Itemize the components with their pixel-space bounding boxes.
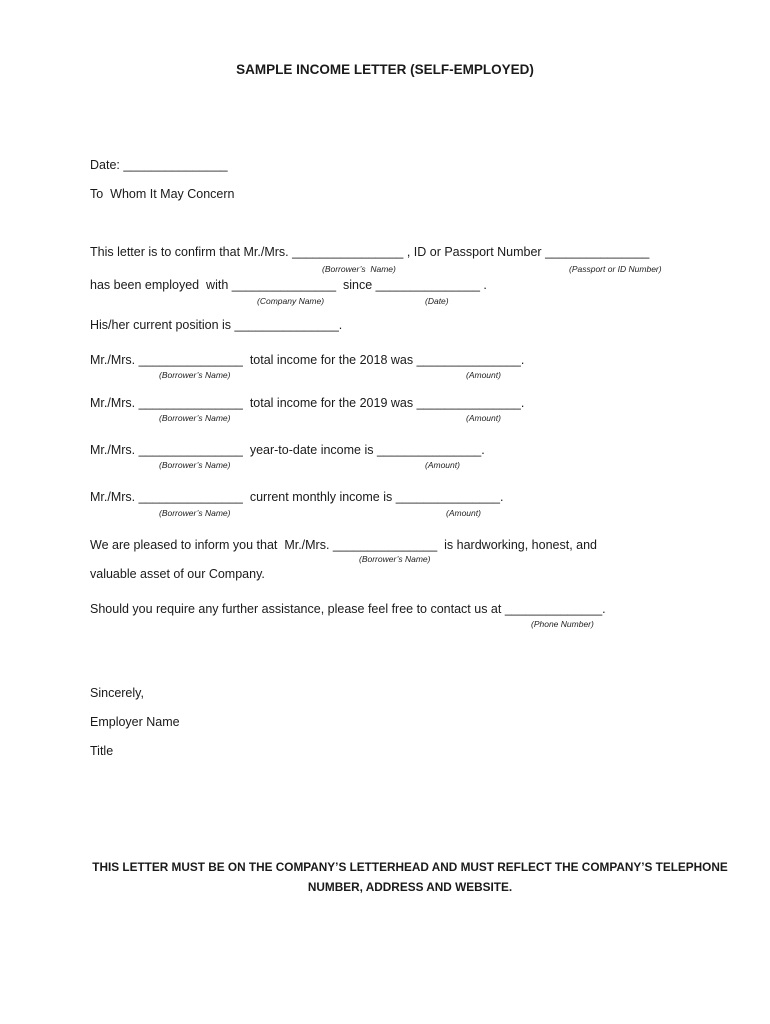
pleased-line: We are pleased to inform you that Mr./Mrs. _______________ is hardworking, honest, and — [90, 538, 598, 552]
monthly-income-line: Mr./Mrs. _______________ current monthly income is _______________. — [90, 490, 504, 504]
borrower-name-label: (Borrower’s Name) — [159, 508, 231, 518]
ytd-income-line: Mr./Mrs. _______________ year-to-date income is _______________. — [90, 443, 485, 457]
amount-label: (Amount) — [466, 370, 501, 380]
borrower-name-label: (Borrower’s Name) — [159, 460, 231, 470]
company-name-label: (Company Name) — [257, 296, 325, 306]
signature-title: Title — [90, 744, 114, 758]
passport-label: (Passport or ID Number) — [569, 264, 662, 274]
amount-label: (Amount) — [425, 460, 460, 470]
borrower-name-label: (Borrower’s Name) — [159, 413, 231, 423]
page-title: SAMPLE INCOME LETTER (SELF-EMPLOYED) — [236, 62, 534, 77]
amount-label: (Amount) — [466, 413, 501, 423]
borrower-name-label: (Borrower’s Name) — [322, 264, 396, 274]
date-line: Date: _______________ — [90, 158, 228, 172]
assistance-line: Should you require any further assistance, please feel free to contact us at ______________. — [90, 602, 606, 616]
phone-number-label: (Phone Number) — [531, 619, 594, 629]
position-line: His/her current position is _______________. — [90, 318, 343, 332]
confirm-line: This letter is to confirm that Mr./Mrs. ________________ , ID or Passport Number _______________ — [90, 245, 650, 259]
borrower-name-label: (Borrower’s Name) — [159, 370, 231, 380]
borrower-name-label: (Borrower’s Name) — [359, 554, 431, 564]
valuable-line: valuable asset of our Company. — [90, 567, 265, 581]
amount-label: (Amount) — [446, 508, 481, 518]
footer-notice: THIS LETTER MUST BE ON THE COMPANY’S LETTERHEAD AND MUST REFLECT THE COMPANY’S TELEPHONE NUMBER, ADDRESS AND WEBSITE. — [92, 860, 728, 894]
employed-line: has been employed with _______________ since _______________ . — [90, 278, 487, 292]
income-2019-line: Mr./Mrs. _______________ total income for the 2019 was _______________. — [90, 396, 525, 410]
salutation: To Whom It May Concern — [90, 187, 235, 201]
income-2018-line: Mr./Mrs. _______________ total income for the 2018 was _______________. — [90, 353, 525, 367]
date-label: (Date) — [425, 296, 449, 306]
employer-name: Employer Name — [90, 715, 180, 729]
sincerely: Sincerely, — [90, 686, 144, 700]
